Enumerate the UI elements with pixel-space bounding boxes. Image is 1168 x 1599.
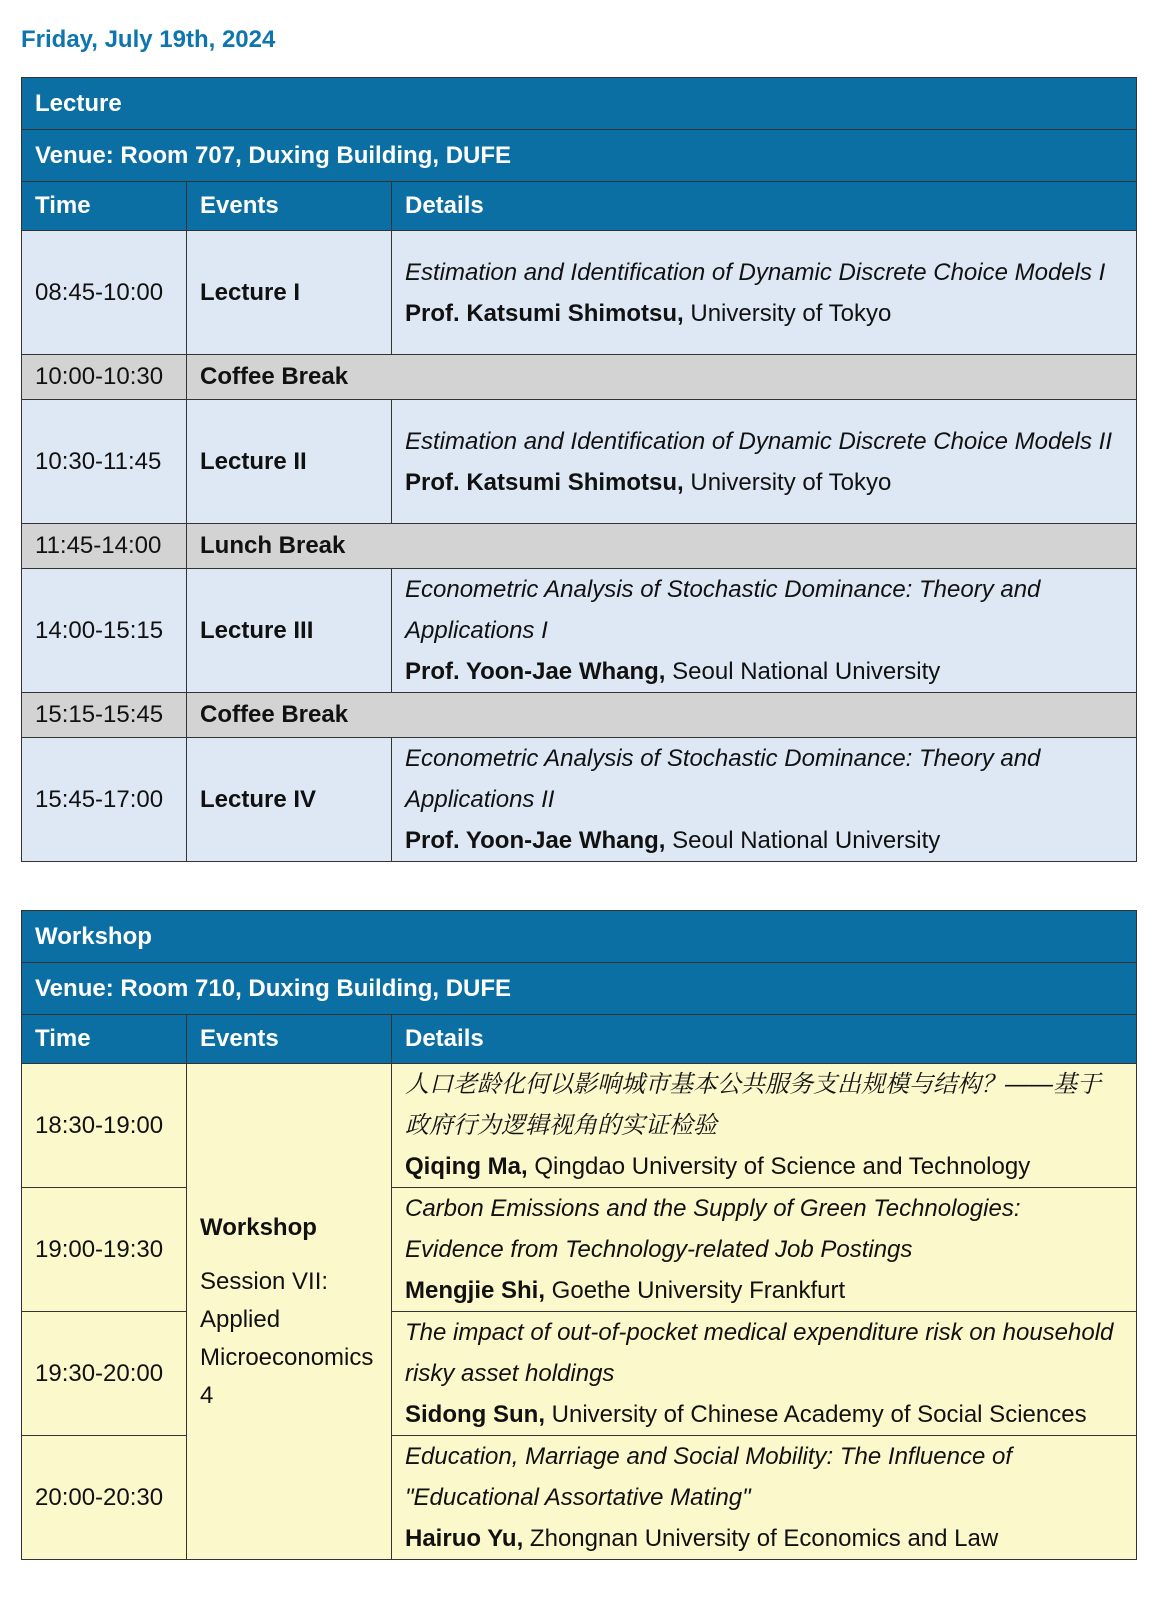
break-label: Lunch Break xyxy=(187,524,1137,569)
speaker-name: Hairuo Yu, xyxy=(405,1525,524,1552)
speaker-affiliation: Zhongnan University of Economics and Law xyxy=(523,1525,999,1552)
header-events: Events xyxy=(187,1015,392,1064)
lecture-row xyxy=(22,738,1137,862)
workshop-venue: Venue: Room 710, Duxing Building, DUFE xyxy=(22,963,1137,1015)
workshop-row xyxy=(22,1064,1137,1188)
speaker-affiliation: Seoul National University xyxy=(665,658,941,685)
lecture-row xyxy=(22,400,1137,524)
details-cell xyxy=(392,1312,1137,1436)
time-cell: 11:45-14:00 xyxy=(22,524,187,569)
speaker-name: Mengjie Shi, xyxy=(405,1277,546,1304)
speaker-name: Prof. Katsumi Shimotsu, xyxy=(405,299,684,327)
details-cell xyxy=(392,1064,1137,1188)
talk-title: The impact of out-of-pocket medical expenditure risk on household risky asset holdings xyxy=(405,1319,1114,1387)
speaker-line xyxy=(405,651,1123,692)
lecture-header-row xyxy=(22,182,1137,231)
speaker-line xyxy=(405,1146,1123,1187)
speaker-affiliation: Goethe University Frankfurt xyxy=(545,1277,846,1304)
time-cell: 18:30-19:00 xyxy=(22,1064,187,1188)
details-cell xyxy=(392,569,1137,693)
workshop-section-title: Workshop xyxy=(22,911,1137,963)
time-cell: 19:30-20:00 xyxy=(22,1312,187,1436)
speaker-line xyxy=(405,462,1123,503)
speaker-line xyxy=(405,1394,1123,1435)
break-label: Coffee Break xyxy=(187,355,1137,400)
details-cell xyxy=(392,1436,1137,1560)
workshop-session: Session VII: Applied Microeconomics 4 xyxy=(200,1267,374,1409)
speaker-affiliation: University of Tokyo xyxy=(683,468,892,496)
speaker-affiliation: University of Chinese Academy of Social Sciences xyxy=(544,1401,1087,1428)
speaker-line xyxy=(405,1518,1123,1559)
lecture-row xyxy=(22,569,1137,693)
event-cell: Lecture I xyxy=(187,231,392,355)
workshop-title-row xyxy=(22,911,1137,963)
break-row xyxy=(22,693,1137,738)
header-time: Time xyxy=(22,182,187,231)
speaker-name: Sidong Sun, xyxy=(405,1401,545,1428)
talk-title: Econometric Analysis of Stochastic Dominance: Theory and Applications II xyxy=(405,745,1041,813)
talk-title: Carbon Emissions and the Supply of Green Technologies: Evidence from Technology-related Job Postings xyxy=(405,1195,1021,1263)
talk-title: 人口老龄化何以影响城市基本公共服务支出规模与结构？——基于政府行为逻辑视角的实证检验 xyxy=(405,1071,1101,1139)
time-cell: 10:00-10:30 xyxy=(22,355,187,400)
break-row xyxy=(22,524,1137,569)
event-cell: Lecture IV xyxy=(187,738,392,862)
speaker-name: Prof. Katsumi Shimotsu, xyxy=(405,468,684,496)
speaker-affiliation: University of Tokyo xyxy=(683,299,892,327)
speaker-name: Prof. Yoon-Jae Whang, xyxy=(405,658,666,685)
workshop-event-cell xyxy=(187,1064,392,1560)
speaker-name: Prof. Yoon-Jae Whang, xyxy=(405,827,666,854)
time-cell: 15:45-17:00 xyxy=(22,738,187,862)
talk-title: Estimation and Identification of Dynamic Discrete Choice Models II xyxy=(405,427,1112,455)
speaker-affiliation: Seoul National University xyxy=(665,827,941,854)
talk-title: Education, Marriage and Social Mobility: The Influence of "Educational Assortative Mating" xyxy=(405,1443,1012,1511)
time-cell: 15:15-15:45 xyxy=(22,693,187,738)
break-label: Coffee Break xyxy=(187,693,1137,738)
talk-title: Econometric Analysis of Stochastic Dominance: Theory and Applications I xyxy=(405,576,1041,644)
speaker-line xyxy=(405,820,1123,861)
header-details: Details xyxy=(392,182,1137,231)
speaker-line xyxy=(405,1270,1123,1311)
time-cell: 10:30-11:45 xyxy=(22,400,187,524)
header-time: Time xyxy=(22,1015,187,1064)
details-cell xyxy=(392,738,1137,862)
talk-title: Estimation and Identification of Dynamic Discrete Choice Models I xyxy=(405,258,1106,286)
speaker-affiliation: Qingdao University of Science and Technology xyxy=(527,1153,1031,1180)
details-cell xyxy=(392,231,1137,355)
event-cell: Lecture II xyxy=(187,400,392,524)
time-cell: 14:00-15:15 xyxy=(22,569,187,693)
speaker-line xyxy=(405,293,1123,334)
schedule-date: Friday, July 19th, 2024 xyxy=(21,26,276,53)
workshop-header-row xyxy=(22,1015,1137,1064)
time-cell: 19:00-19:30 xyxy=(22,1188,187,1312)
workshop-schedule-table xyxy=(21,910,1137,1560)
header-details: Details xyxy=(392,1015,1137,1064)
workshop-venue-row xyxy=(22,963,1137,1015)
workshop-event-title: Workshop xyxy=(200,1213,317,1241)
lecture-venue-row xyxy=(22,130,1137,182)
lecture-title-row xyxy=(22,78,1137,130)
event-cell: Lecture III xyxy=(187,569,392,693)
time-cell: 20:00-20:30 xyxy=(22,1436,187,1560)
lecture-section-title: Lecture xyxy=(22,78,1137,130)
lecture-schedule-table xyxy=(21,77,1137,862)
details-cell xyxy=(392,400,1137,524)
header-events: Events xyxy=(187,182,392,231)
time-cell: 08:45-10:00 xyxy=(22,231,187,355)
speaker-name: Qiqing Ma, xyxy=(405,1153,528,1180)
lecture-venue: Venue: Room 707, Duxing Building, DUFE xyxy=(22,130,1137,182)
lecture-row xyxy=(22,231,1137,355)
break-row xyxy=(22,355,1137,400)
details-cell xyxy=(392,1188,1137,1312)
